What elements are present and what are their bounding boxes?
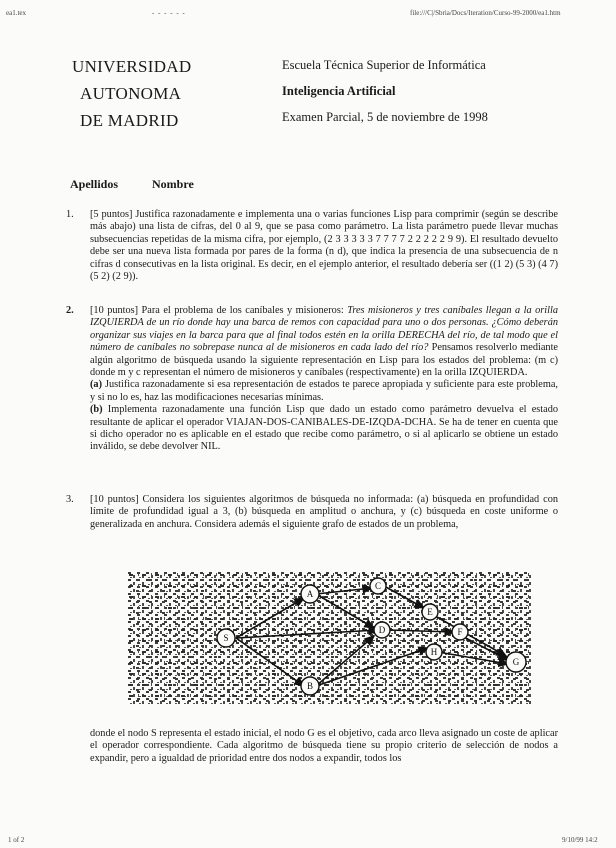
- path-label: file:///C|/Sbria/Docs/Iteration/Curso-99-2000/ea1.htm: [410, 9, 561, 17]
- university-line-3: DE MADRID: [80, 111, 179, 130]
- state-graph: [128, 572, 532, 704]
- graph-node-label: S: [223, 633, 229, 643]
- university-line-2: AUTONOMA: [80, 84, 182, 103]
- school-name: Escuela Técnica Superior de Informática: [282, 58, 486, 72]
- university-line-1: UNIVERSIDAD: [72, 57, 192, 76]
- question-2-part-b: Implementa razonadamente una función Lisp que dado un estado como parámetro devuelva el estado resultante de aplicar el operador VIAJAN-DOS-CANIBALES-DE-IZQDA-DCHA. Se ha de tener en cuenta que si dicho operador no es aplicable en el estado que recibe como parámetro, o si al aplicarlo se obtiene un estado inválido, se debe devolver NIL.: [90, 404, 558, 453]
- question-3-number: 3.: [66, 494, 74, 505]
- question-3-text: [10 puntos] Considera los siguientes algoritmos de búsqueda no informada: (a) búsqueda en profundidad con límite de profundidad igual a 3, (b) búsqueda en amplitud o anchura, y (c) búsqueda en coste uniforme o generalizada en anchura. Considera además el siguiente grafo de estados de un problema,: [90, 494, 558, 530]
- graph-node-label: C: [374, 581, 382, 591]
- file-label: ea1.tex: [6, 9, 27, 17]
- graph-node-label: F: [457, 627, 463, 637]
- question-2-rest: Pensamos resolverlo mediante algún algoritmo de búsqueda usando la siguiente representación en Lisp para los estados del problema: (m c) donde m y c representan el número de misioneros y caníbales (respectivamente) en la orilla IZQUIERDA.: [90, 342, 559, 379]
- question-1-text: [5 puntos] Justifica razonadamente e implementa una o varias funciones Lisp para comprimir (según se describe más abajo) una lista de cifras, del 0 al 9, que se pasa como parámetro. La lista parámetro puede llevar muchas subsecuencias repetidas de la misma cifra, por ejemplo, (2 3 3 3 3 3 7 7 7 7 2 2 2 2 2 9 9). El resultado devuelto debe ser una nueva lista formada por pares de la forma (n d), que indica la presencia de una subsecuencia de n cifras d consecutivas en la lista original. Es decir, en el ejemplo anterior, el resultado debería ser ((1 2) (5 3) (4 7) (5 2) (2 9)).: [90, 209, 558, 283]
- surname-label: Apellidos: [70, 177, 119, 191]
- question-2-part-a-label: (a): [90, 379, 103, 391]
- question-2-italic: Tres misioneros y tres caníbales llegan a la orilla IZQUIERDA de un río donde hay una barca de remos con capacidad para uno o dos personas. ¿Cómo deberán organizar sus viajes en la barca para que al final todos estén en la orilla DERECHA del río, de tal modo que el número de caníbales no sobrepase nunca al de misioneros en cada lado del río?: [90, 305, 558, 354]
- graph-node-label: H: [430, 647, 438, 657]
- question-2-number: 2.: [66, 305, 74, 316]
- question-2-intro: [10 puntos] Para el problema de los caníbales y misioneros:: [90, 305, 344, 316]
- question-2-part-a: Justifica razonadamente si esa representación de estados te parece apropiada y suficiente para este problema, y si no lo es, haz las modificaciones necesarias mínimas.: [90, 379, 558, 403]
- exam-date: Examen Parcial, 5 de noviembre de 1998: [282, 110, 488, 124]
- question-1-number: 1.: [66, 209, 74, 220]
- graph-node-label: B: [306, 681, 314, 691]
- continuation-text: donde el nodo S representa el estado inicial, el nodo G es el objetivo, cada arco lleva asignado un coste de aplicar el operador correspondiente. Cada algoritmo de búsqueda tiene su propio criterio de selección de nodos a expandir, pero a igualdad de prioridad entre dos nodos a expandir, todos los: [90, 728, 558, 764]
- course-name: Inteligencia Artificial: [282, 84, 396, 98]
- graph-node-label: G: [512, 657, 520, 667]
- graph-node-label: E: [427, 607, 433, 617]
- footer-date: 9/10/99 14:2: [562, 836, 598, 844]
- question-2-part-b-label: (b): [90, 404, 103, 416]
- graph-node-label: D: [378, 625, 386, 635]
- question-2-body: [90, 305, 558, 454]
- graph-node-label: A: [306, 589, 314, 599]
- name-label: Nombre: [152, 177, 194, 191]
- top-mark: - - - - - -: [152, 9, 186, 17]
- footer-page: 1 of 2: [8, 836, 25, 844]
